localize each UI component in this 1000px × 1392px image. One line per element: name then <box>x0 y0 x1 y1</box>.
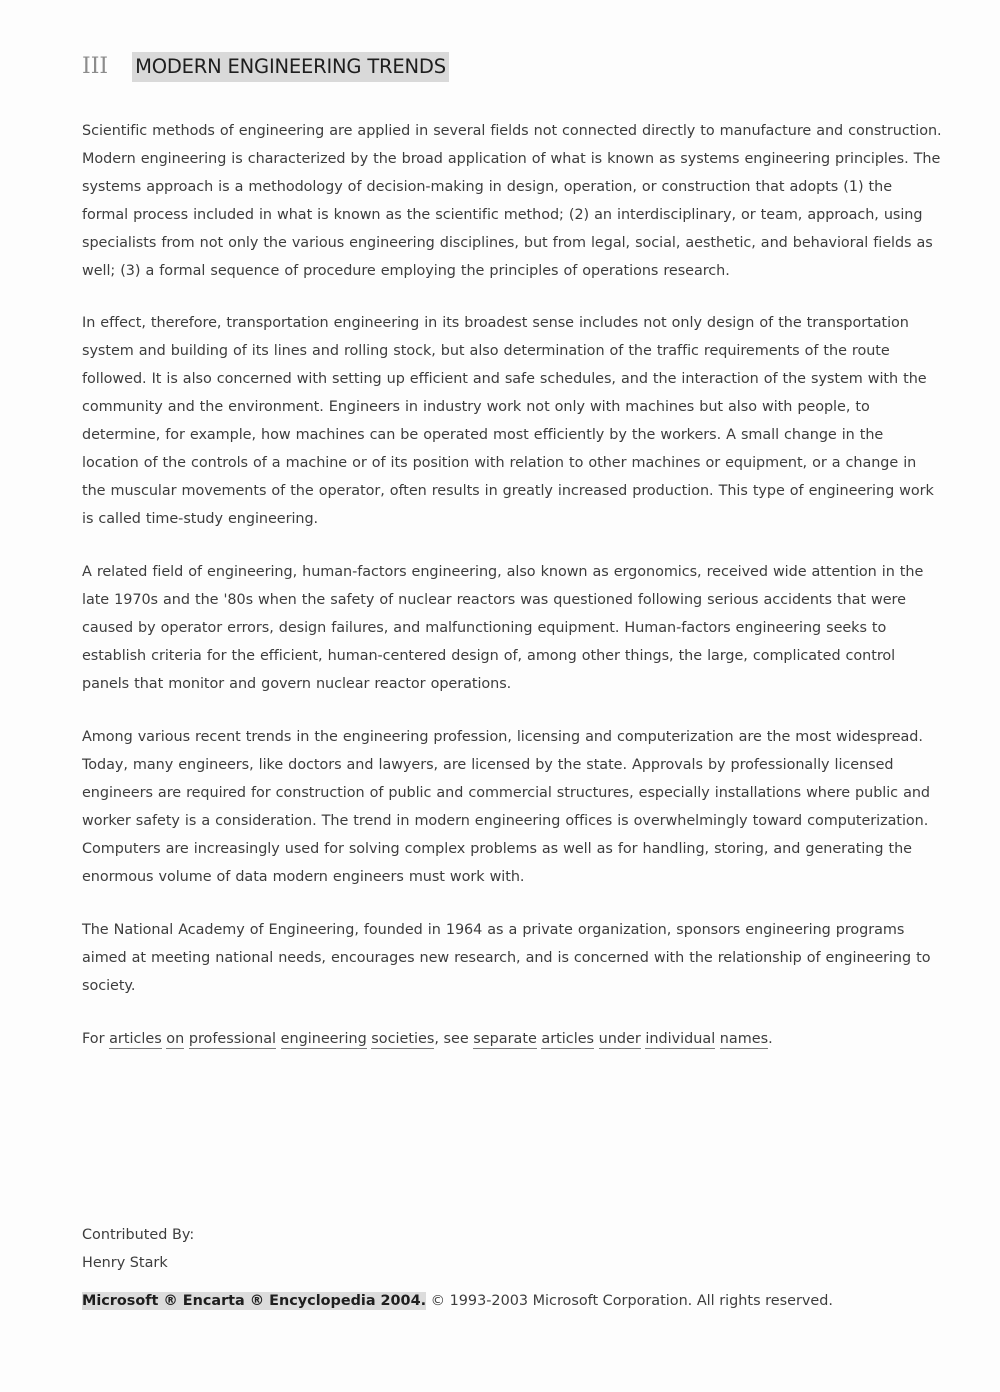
copyright-text: © 1993-2003 Microsoft Corporation. All rights reserved. <box>426 1293 833 1309</box>
section-title: MODERN ENGINEERING TRENDS <box>132 52 449 82</box>
see-also-word: For <box>82 1031 105 1047</box>
underlined-word: articles <box>109 1031 162 1047</box>
underlined-word: names <box>719 1031 769 1047</box>
paragraph-licensing-computerization: Among various recent trends in the engineering profession, licensing and computerization are the most widespread. Today, many engineers, like doctors and lawyers, are licensed by the state. Approvals by professionally licensed engineers are required for construction of public and commercial structures, especially installations where public and worker safety is a consideration. The trend in modern engineering offices is overwhelmingly toward computerization. Computers are increasingly used for solving complex problems as well as for handling, storing, and generating the enormous volume of data modern engineers must work with. <box>82 729 930 885</box>
section-numeral: III <box>82 54 109 79</box>
paragraph-systems-engineering: Scientific methods of engineering are applied in several fields not connected directly to manufacture and construction. Modern engineering is characterized by the broad application of what is known as systems engineering principles. The systems approach is a methodology of decision-making in design, operation, or construction that adopts (1) the formal process included in what is known as the scientific method; (2) an interdisciplinary, or team, approach, using specialists from not only the various engineering disciplines, but from legal, social, aesthetic, and behavioral fields as well; (3) a formal sequence of procedure employing the principles of operations research. <box>82 123 942 279</box>
section-header <box>82 52 449 82</box>
paragraph-transportation-engineering: In effect, therefore, transportation engineering in its broadest sense includes not only design of the transportation system and building of its lines and rolling stock, but also determination of the traffic requirements of the route followed. It is also concerned with setting up efficient and safe schedules, and the interaction of the system with the community and the environment. Engineers in industry work not only with machines but also with people, to determine, for example, how machines can be operated most efficiently by the workers. A small change in the location of the controls of a machine or of its position with relation to other machines or equipment, or a change in the muscular movements of the operator, often results in greatly increased production. This type of engineering work is called time-study engineering. <box>82 315 934 527</box>
underlined-word: professional <box>188 1031 277 1047</box>
underlined-word: individual <box>645 1031 716 1047</box>
contributor-label: Contributed By: <box>82 1227 195 1243</box>
underlined-word: engineering <box>280 1031 367 1047</box>
contributor-block <box>82 1221 194 1277</box>
see-also-note <box>82 1025 942 1053</box>
see-also-word: , see <box>434 1031 469 1047</box>
article-body <box>82 117 942 1053</box>
underlined-word: under <box>598 1031 641 1047</box>
encarta-brand: Microsoft ® Encarta ® Encyclopedia 2004. <box>82 1293 427 1309</box>
underlined-word: articles <box>541 1031 595 1047</box>
paragraph-national-academy: The National Academy of Engineering, founded in 1964 as a private organization, sponsors engineering programs aimed at meeting national needs, encourages new research, and is concerned with the relationship of engineering to society. <box>82 922 931 994</box>
paragraph-human-factors: A related field of engineering, human-factors engineering, also known as ergonomics, received wide attention in the late 1970s and the '80s when the safety of nuclear reactors was questioned following serious accidents that were caused by operator errors, design failures, and malfunctioning equipment. Human-factors engineering seeks to establish criteria for the efficient, human-centered design of, among other things, the large, complicated control panels that monitor and govern nuclear reactor operations. <box>82 564 924 692</box>
underlined-word: societies <box>371 1031 435 1047</box>
copyright-notice <box>82 1290 942 1312</box>
underlined-word: separate <box>473 1031 537 1047</box>
underlined-word: on <box>166 1031 185 1047</box>
see-also-word: . <box>768 1031 773 1047</box>
contributor-name: Henry Stark <box>82 1255 168 1271</box>
